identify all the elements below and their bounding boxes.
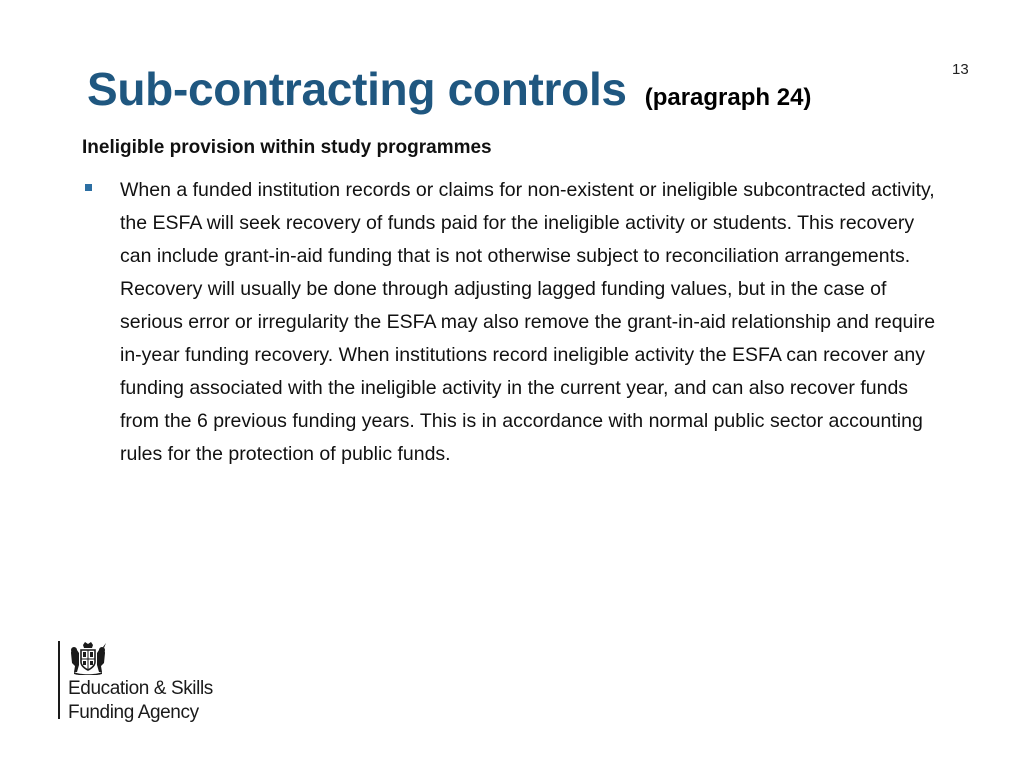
royal-crest-icon [68, 641, 108, 675]
slide-title: Sub-contracting controls [87, 63, 627, 115]
logo-text [68, 677, 213, 725]
slide-subtitle: (paragraph 24) [644, 84, 812, 111]
logo-line-1: Education & Skills [68, 678, 213, 699]
square-bullet-icon [85, 184, 92, 191]
slide-number: 13 [952, 61, 969, 78]
section-heading: Ineligible provision within study programmes [82, 137, 492, 158]
title-row [87, 62, 811, 116]
bullet-text: When a funded institution records or claims for non-existent or ineligible subcontracted activity, the ESFA will seek recovery of funds paid for the ineligible activity or students. This recovery can include grant-in-aid funding that is not otherwise subject to reconciliation arrangements. Recovery will usually be done through adjusting lagged funding values, but in the case of serious error or irregularity the ESFA may also remove the grant-in-aid relationship and require in-year funding recovery. When institutions record ineligible activity the ESFA can recover any funding associated with the ineligible activity in the current year, and can also recover funds from the 6 previous funding years. This is in accordance with normal public sector accounting rules for the protection of public funds. [120, 179, 936, 465]
bullet-item [82, 174, 942, 471]
logo-line-2: Funding Agency [68, 702, 199, 723]
esfa-logo [58, 641, 213, 723]
bullet-list [82, 174, 942, 471]
